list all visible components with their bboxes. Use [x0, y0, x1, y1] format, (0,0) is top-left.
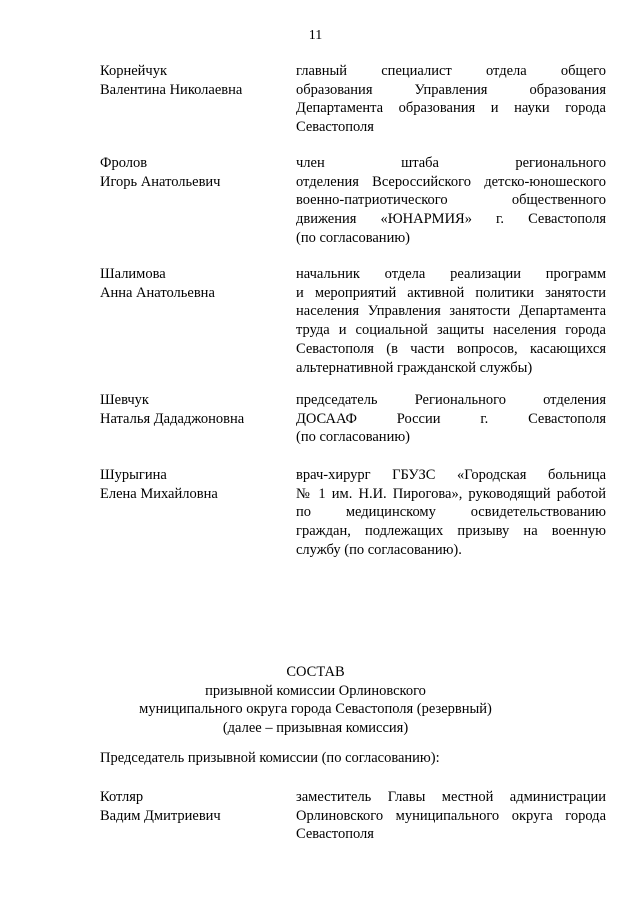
- member-position: [296, 154, 606, 248]
- chair-label: Председатель призывной комиссии (по согласованию):: [100, 750, 440, 766]
- position-line: военно-патриотического общественного: [296, 192, 606, 209]
- member-given-names: Вадим Дмитриевич: [100, 807, 221, 824]
- position-line: граждан, подлежащих призыву на военную: [296, 523, 606, 540]
- section-title: СОСТАВ: [286, 664, 345, 680]
- member-name: [100, 788, 280, 825]
- member-given-names: Анна Анатольевна: [100, 284, 215, 301]
- position-line: ДОСААФ России г. Севастополя: [296, 410, 606, 427]
- member-name: [100, 62, 280, 99]
- section-subtitle-line: призывной комиссии Орлиновского: [205, 682, 426, 699]
- position-line: главный специалист отдела общего: [296, 63, 606, 79]
- position-line: и мероприятий активной политики занятости: [296, 284, 606, 301]
- position-line: движения «ЮНАРМИЯ» г. Севастополя: [296, 211, 606, 228]
- position-line: председатель Регионального отделения: [296, 392, 606, 408]
- position-line: № 1 им. Н.И. Пирогова», руководящий работой: [296, 485, 606, 502]
- position-line: начальник отдела реализации программ: [296, 266, 606, 282]
- position-line: врач-хирург ГБУЗС «Городская больница: [296, 467, 606, 483]
- member-surname: Шевчук: [100, 392, 149, 408]
- position-line: Севастополя: [296, 826, 374, 843]
- position-line: (по согласованию): [296, 429, 410, 446]
- position-line: по медицинскому освидетельствованию: [296, 504, 606, 521]
- position-line: член штаба регионального: [296, 155, 606, 171]
- member-surname: Шурыгина: [100, 467, 167, 483]
- position-line: службу (по согласованию).: [296, 541, 462, 558]
- member-position: [296, 788, 606, 844]
- member-given-names: Наталья Дададжоновна: [100, 410, 245, 427]
- position-line: заместитель Главы местной администрации: [296, 789, 606, 805]
- member-surname: Фролов: [100, 155, 148, 171]
- section-heading: [0, 663, 631, 737]
- member-surname: Котляр: [100, 789, 144, 805]
- member-surname: Шалимова: [100, 266, 166, 282]
- position-line: Орлиновского муниципального округа города: [296, 807, 606, 824]
- member-position: [296, 391, 606, 447]
- position-line: Севастополя: [296, 119, 374, 136]
- member-name: [100, 391, 280, 428]
- position-line: Департамента образования и науки города: [296, 100, 606, 117]
- position-line: труда и социальной защиты населения города: [296, 322, 606, 339]
- member-name: [100, 154, 280, 191]
- position-line: (по согласованию): [296, 229, 410, 246]
- member-position: [296, 62, 606, 137]
- page-number: 11: [308, 28, 323, 43]
- member-name: [100, 265, 280, 302]
- position-line: населения Управления занятости Департамента: [296, 303, 606, 320]
- section-subtitle-line: муниципального округа города Севастополя (резервный): [139, 701, 492, 717]
- section-subtitle-line: (далее – призывная комиссия): [222, 719, 409, 736]
- position-line: отделения Всероссийского детско-юношеского: [296, 173, 606, 190]
- member-given-names: Елена Михайловна: [100, 485, 218, 502]
- member-given-names: Валентина Николаевна: [100, 81, 243, 98]
- member-surname: Корнейчук: [100, 63, 167, 79]
- member-position: [296, 466, 606, 560]
- position-line: альтернативной гражданской службы): [296, 359, 533, 376]
- member-given-names: Игорь Анатольевич: [100, 173, 221, 190]
- member-name: [100, 466, 280, 503]
- member-position: [296, 265, 606, 377]
- position-line: Севастополя (в части вопросов, касающихся: [296, 340, 606, 357]
- position-line: образования Управления образования: [296, 81, 606, 98]
